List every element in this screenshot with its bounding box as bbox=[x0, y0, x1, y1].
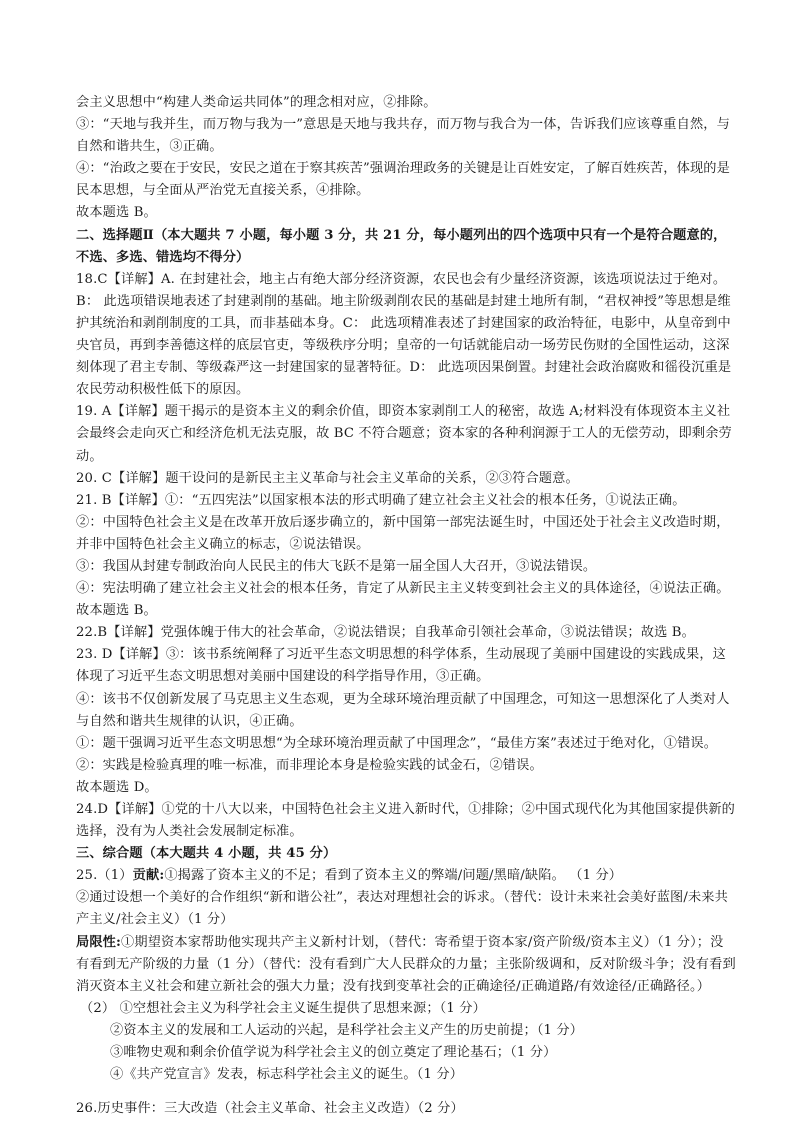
q25-limitation bbox=[76, 932, 736, 998]
answer-item: ②：中国特色社会主义是在改革开放后逐步确立的，新中国第一部宪法诞生时，中国还处于社会主义改造时期，并非中国特色社会主义确立的标志，②说法错误。 bbox=[76, 514, 730, 552]
q25-contribution-2: ②通过设想一个美好的合作组织“新和谐公社”，表达对理想社会的诉求。（替代：设计未来社会美好蓝图/未来共产主义/社会主义）（1 分） bbox=[76, 890, 728, 928]
contribution-text: ①揭露了资本主义的不足；看到了资本主义的弊端/问题/黑暗/缺陷。 （1 分） bbox=[164, 868, 623, 884]
contribution-label: 贡献: bbox=[132, 868, 165, 884]
answer-item: 24.D【详解】①党的十八大以来，中国特色社会主义进入新时代，①排除；②中国式现代化为其他国家提供新的选择，没有为人类社会发展制定标准。 bbox=[76, 802, 736, 840]
answer-item: 22.B【详解】党强体魄于伟大的社会革命，②说法错误；自我革命引领社会革命，③说法错误；故选 B。 bbox=[76, 625, 695, 641]
text-line: 故本题选 B。 bbox=[76, 205, 157, 221]
section-heading: 二、选择题Ⅱ（本大题共 7 小题，每小题 3 分，共 21 分，每小题列出的四个选项中只有一个是符合题意的，不选、多选、错选均不得分） bbox=[76, 227, 727, 265]
q25-part2-item: （2） ①空想社会主义为科学社会主义诞生提供了思想来源；（1 分） bbox=[80, 1000, 486, 1016]
answer-item: 18.C【详解】A. 在封建社会，地主占有绝大部分经济资源，农民也会有少量经济资源，该选项说法过于绝对。B： 此选项错误地表述了封建剥削的基础。地主阶级剥削农民的基础是封建土地所有制，“君权神授”等思想是维护其统治和剥削制度的工具，而非基础本身。C： 此选项精准表述了封建国家的政治特征，电影中，从皇帝到中央官员，再到李善德这样的底层官吏，等级秩序分明；皇帝的一句话就能启动一场劳民伤财的全国性运动，这深刻体现了君主专制、等级森严这一封建国家的显著特征。D： 此选项因果倒置。封建社会政治腐败和徭役沉重是农民劳动积极性低下的原因。 bbox=[76, 271, 732, 398]
answer-item: ④：宪法明确了建立社会主义社会的根本任务，肯定了从新民主主义转变到社会主义的具体途径，④说法正确。故本题选 B。 bbox=[76, 581, 730, 619]
document-page bbox=[76, 92, 736, 1120]
answer-item: ④：该书不仅创新发展了马克思主义生态观，更为全球环境治理贡献了中国理念，可知这一思想深化了人类对人与自然和谐共生规律的认识，④正确。 bbox=[76, 691, 730, 729]
q25-number: 25.（1） bbox=[76, 868, 133, 884]
answer-item: 19. A【详解】题干揭示的是资本主义的剩余价值，即资本家剥削工人的秘密，故选 A;材料没有体现资本主义社会最终会走向灭亡和经济危机无法克服，故 BC 不符合题意；资本家的各种利润源于工人的无偿劳动，即剩余劳动。 bbox=[76, 404, 732, 464]
q25-part2-item: ④《共产党宣言》发表，标志科学社会主义的诞生。（1 分） bbox=[110, 1067, 464, 1083]
q25-contribution bbox=[76, 865, 736, 887]
text-line: ④：“治政之要在于安民，安民之道在于察其疾苦”强调治理政务的关键是让百姓安定，了解百姓疾苦，体现的是民本思想，与全面从严治党无直接关系，④排除。 bbox=[76, 161, 730, 199]
limitation-label: 局限性: bbox=[76, 934, 122, 950]
answer-item: 23. D【详解】③：该书系统阐释了习近平生态文明思想的科学体系，生动展现了美丽中国建设的实践成果，这体现了习近平生态文明思想对美丽中国建设的科学指导作用，③正确。 bbox=[76, 647, 727, 685]
limitation-text: ①期望资本家帮助他实现共产主义新村计划，（替代：寄希望于资本家/资产阶级/资本主义）（1 分）；没有看到无产阶级的力量（1 分）（替代：没有看到广大人民群众的力量；主张阶级调和，反对阶级斗争；没有看到消灭资本主义社会和建立新社会的强大力量；没有找到变革社会的正确途径/正确道路/有效途径/正确路径。） bbox=[76, 934, 736, 994]
answer-item: ③：我国从封建专制政治向人民民主的伟大飞跃不是第一届全国人大召开，③说法错误。 bbox=[76, 558, 597, 574]
q26-answer: 26.历史事件：三大改造（社会主义革命、社会主义改造）（2 分） bbox=[76, 1101, 464, 1117]
answer-item: 21. B【详解】①：“五四宪法”以国家根本法的形式明确了建立社会主义社会的根本任务，①说法正确。 bbox=[76, 492, 686, 508]
section-heading: 三、综合题（本大题共 4 小题，共 45 分） bbox=[76, 846, 337, 862]
answer-item: ②：实践是检验真理的唯一标准，而非理论本身是检验实践的试金石，②错误。 bbox=[76, 757, 543, 773]
answer-item: ①：题干强调习近平生态文明思想“为全球环境治理贡献了中国理念”，“最佳方案”表述过于绝对化，①错误。 bbox=[76, 735, 718, 751]
q25-part2-item: ③唯物史观和剩余价值学说为科学社会主义的创立奠定了理论基石；（1 分） bbox=[110, 1045, 557, 1061]
q25-part2-number: （2） bbox=[80, 1000, 116, 1016]
q25-part2-item: ②资本主义的发展和工人运动的兴起，是科学社会主义产生的历史前提；（1 分） bbox=[110, 1022, 584, 1038]
text-line: ③：“天地与我并生，而万物与我为一”意思是天地与我共存，而万物与我合为一体，告诉我们应该尊重自然，与自然和谐共生，③正确。 bbox=[76, 117, 730, 155]
text-line: 会主义思想中“构建人类命运共同体”的理念相对应，②排除。 bbox=[76, 95, 437, 110]
answer-item: 故本题选 D。 bbox=[76, 779, 158, 795]
answer-item: 20. C【详解】题干设问的是新民主主义革命与社会主义革命的关系，②③符合题意。 bbox=[76, 470, 579, 486]
spacer bbox=[76, 1086, 736, 1098]
